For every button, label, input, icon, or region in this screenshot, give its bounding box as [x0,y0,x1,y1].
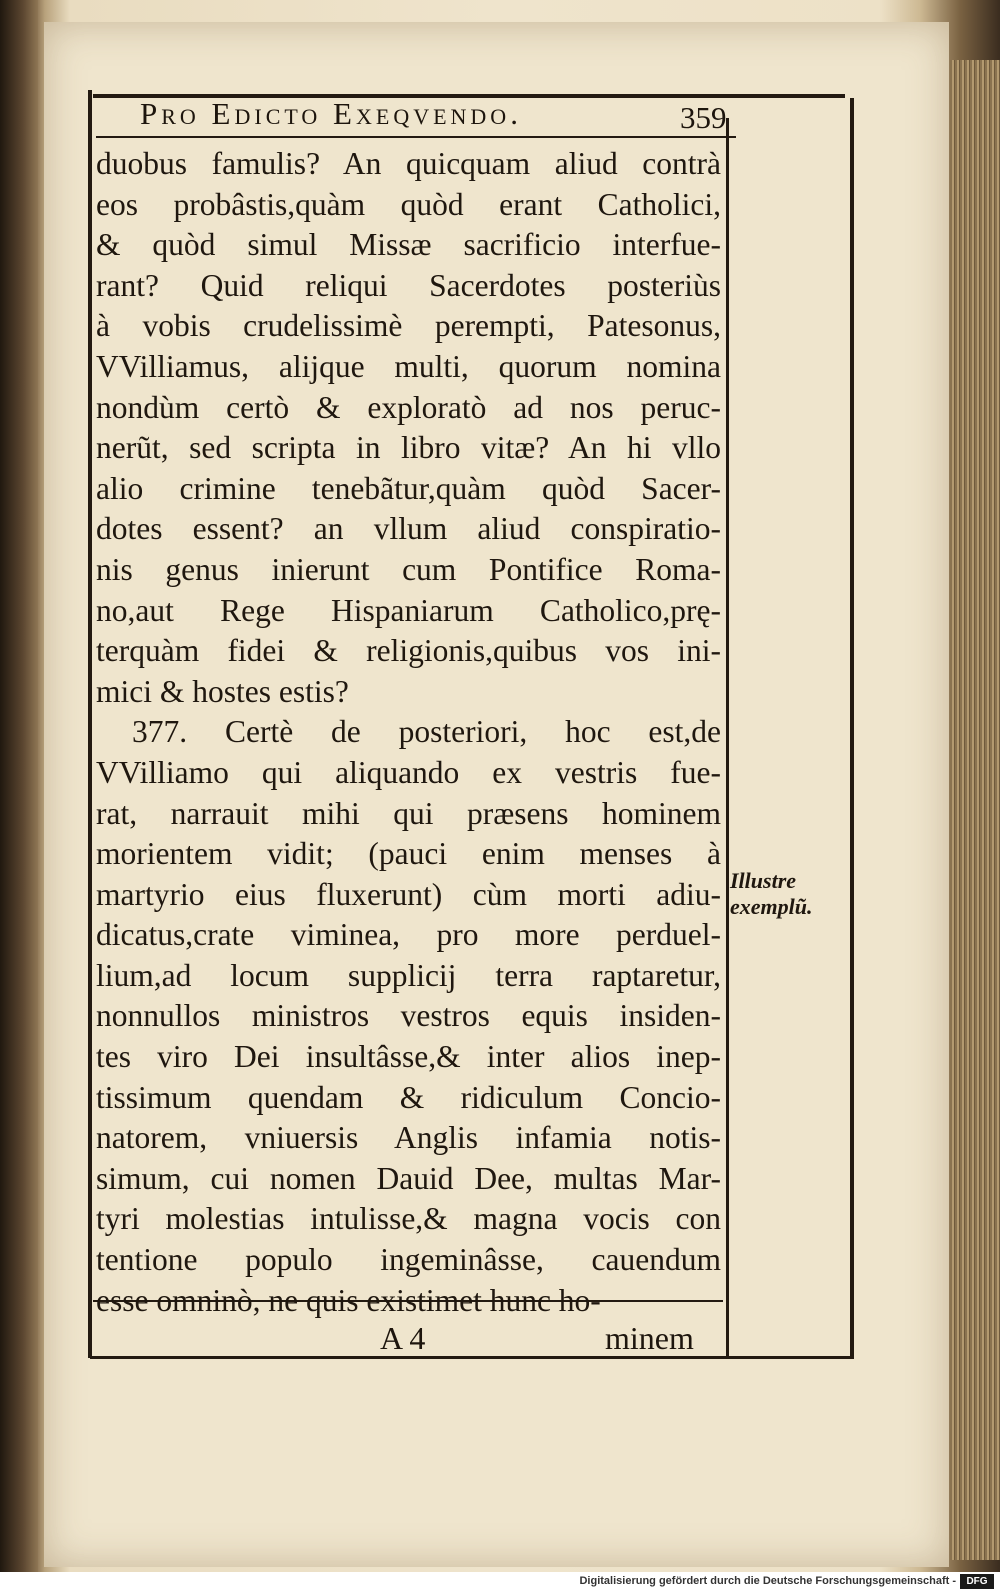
text-line: esse omninò, ne quis existimet hunc ho- [96,1282,601,1318]
text-line: lium,ad locum supplicij terra raptaretur, [96,957,721,993]
text-line: martyrio eius fluxerunt) cùm morti adiu- [96,876,721,912]
text-line: terquàm fidei & religionis,quibus vos ini- [96,633,721,669]
signature-mark: A 4 [380,1320,426,1356]
text-line: à vobis crudelissimè perempti, Patesonus, [96,308,721,344]
running-title: Pro Edicto Exeqvendo. [140,96,522,131]
text-line: simum, cui nomen Dauid Dee, multas Mar- [96,1160,721,1196]
text-line: alio crimine tenebãtur,quàm quòd Sacer- [96,470,721,506]
body-text [96,144,721,1321]
text-line: 377. Certè de posteriori, hoc est,de [132,714,721,750]
header-rule [96,136,736,138]
text-line: dicatus,crate viminea, pro more perduel- [96,917,721,953]
catchword: minem [605,1320,694,1356]
text-line: tissimum quendam & ridiculum Concio- [96,1079,721,1115]
page-number: 359 [680,100,727,135]
margin-frame-line [726,118,729,1358]
text-line: no,aut Rege Hispaniarum Catholico,prę- [96,592,721,628]
text-line: VVilliamus, alijque multi, quorum nomina [96,348,721,384]
right-frame-line [850,98,854,1358]
text-line: nerũt, sed scripta in libro vitæ? An hi vllo [96,430,721,466]
text-line: tentione populo ingeminâsse, cauendum [96,1242,721,1278]
text-line: VVilliamo qui aliquando ex vestris fue- [96,754,721,790]
scan-credit-text: Digitalisierung gefördert durch die Deutsche Forschungsgemeinschaft - [579,1575,956,1587]
page-edges [950,60,1000,1560]
text-line: morientem vidit; (pauci enim menses à [96,836,721,872]
text-line: eos probâstis,quàm quòd erant Catholici, [96,186,721,222]
text-line: & quòd simul Missæ sacrificio interfue- [96,227,721,263]
margin-note-line: Illustre [730,868,797,893]
margin-note-line: exemplũ. [730,894,813,919]
text-line: nis genus inierunt cum Pontifice Roma- [96,551,721,587]
text-line: tyri molestias intulisse,& magna vocis con [96,1201,721,1237]
text-line: tes viro Dei insultâsse,& inter alios inep- [96,1039,721,1075]
text-line: nondùm certò & exploratò ad nos peruc- [96,389,721,425]
text-line: mici & hostes estis? [96,673,349,709]
margin-note [730,868,840,920]
book-spine [0,0,38,1593]
text-line: duobus famulis? An quicquam aliud contrà [96,146,721,181]
bottom-frame-rule [90,1356,854,1359]
text-line: rant? Quid reliqui Sacerdotes posteriùs [96,267,721,303]
text-line: rat, narrauit mihi qui præsens hominem [96,795,721,831]
left-frame-line [88,90,92,1358]
dfg-logo: DFG [960,1574,994,1589]
text-line: dotes essent? an vllum aliud conspiratio- [96,511,721,547]
text-line: natorem, vniuersis Anglis infamia notis- [96,1120,721,1156]
text-line: nonnullos ministros vestros equis insiden- [96,998,721,1034]
